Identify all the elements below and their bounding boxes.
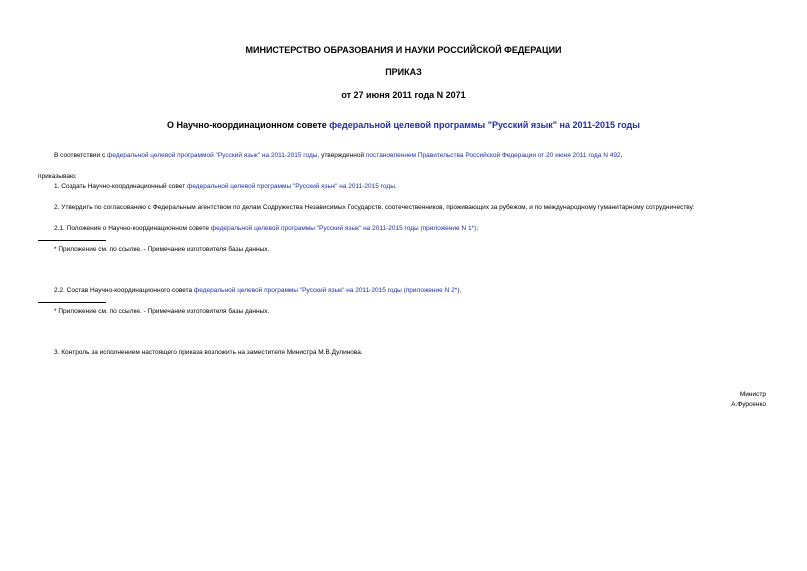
item-2-2-text: 2.2. Состав Научно-координационного совета [54, 287, 194, 294]
preamble-program-link[interactable]: федеральной целевой программой "Русский язык" на 2011-2015 годы [107, 152, 318, 159]
item-1-program-link[interactable]: федеральной целевой программы "Русский язык" на 2011-2015 годы [186, 183, 395, 190]
item-2-1 [54, 224, 478, 233]
item-2: 2. Утвердить по согласованию с Федеральным агентством по делам Содружества Независимых Государств, соотечественников, проживающих за рубежом, и по международному гуманитарному сотрудничеству: [54, 204, 695, 211]
item-1-text: 1. Создать Научно-координационный совет [54, 183, 187, 190]
document-type: ПРИКАЗ [385, 67, 422, 77]
item-2-1-text: 2.1. Положение о Научно-координационном совете [54, 225, 211, 232]
signature-position: Министр [739, 391, 766, 398]
item-1-end: . [394, 183, 397, 190]
ministry-heading: МИНИСТЕРСТВО ОБРАЗОВАНИЯ И НАУКИ РОССИЙСКОЙ ФЕДЕРАЦИИ [245, 45, 562, 55]
document-date: от 27 июня 2011 года N 2071 [341, 90, 466, 100]
footnote-rule-2 [38, 302, 106, 303]
item-2-1-program-link[interactable]: федеральной целевой программы "Русский язык" на 2011-2015 годы [210, 225, 419, 232]
preamble-text-3: , [620, 152, 623, 159]
preamble-decree-link[interactable]: постановлением Правительства Российской Федерации от 20 июня 2011 года N 492 [365, 152, 621, 159]
appendix-2-link[interactable]: (приложение N 2*) [403, 287, 460, 294]
title-program-link[interactable]: федеральной целевой программы "Русский язык" на 2011-2015 годы [329, 120, 640, 130]
preamble [54, 151, 622, 160]
preamble-text-2: , утвержденной [317, 152, 366, 159]
document-title [0, 120, 807, 131]
item-2-2 [54, 286, 461, 295]
signature-name: А.Фурсенко [731, 401, 766, 408]
item-2-1-end: ; [476, 225, 479, 232]
appendix-1-link[interactable]: (приложение N 1*) [420, 225, 477, 232]
preamble-text-1: В соответствии с [54, 152, 108, 159]
footnote-1: * Приложение см. по ссылке. - Примечание изготовителя базы данных. [54, 246, 270, 253]
item-1 [54, 182, 397, 191]
item-3: 3. Контроль за исполнением настоящего приказа возложить на заместителя Министра М.В.Дулинова. [54, 349, 363, 356]
footnote-rule-1 [38, 240, 106, 241]
orders-word: приказываю: [38, 173, 77, 180]
item-2-2-end: . [459, 287, 462, 294]
title-prefix: О Научно-координационном совете [167, 120, 330, 130]
item-2-2-program-link[interactable]: федеральной целевой программы "Русский язык" на 2011-2015 годы [193, 287, 402, 294]
footnote-2: * Приложение см. по ссылке. - Примечание изготовителя базы данных. [54, 308, 270, 315]
